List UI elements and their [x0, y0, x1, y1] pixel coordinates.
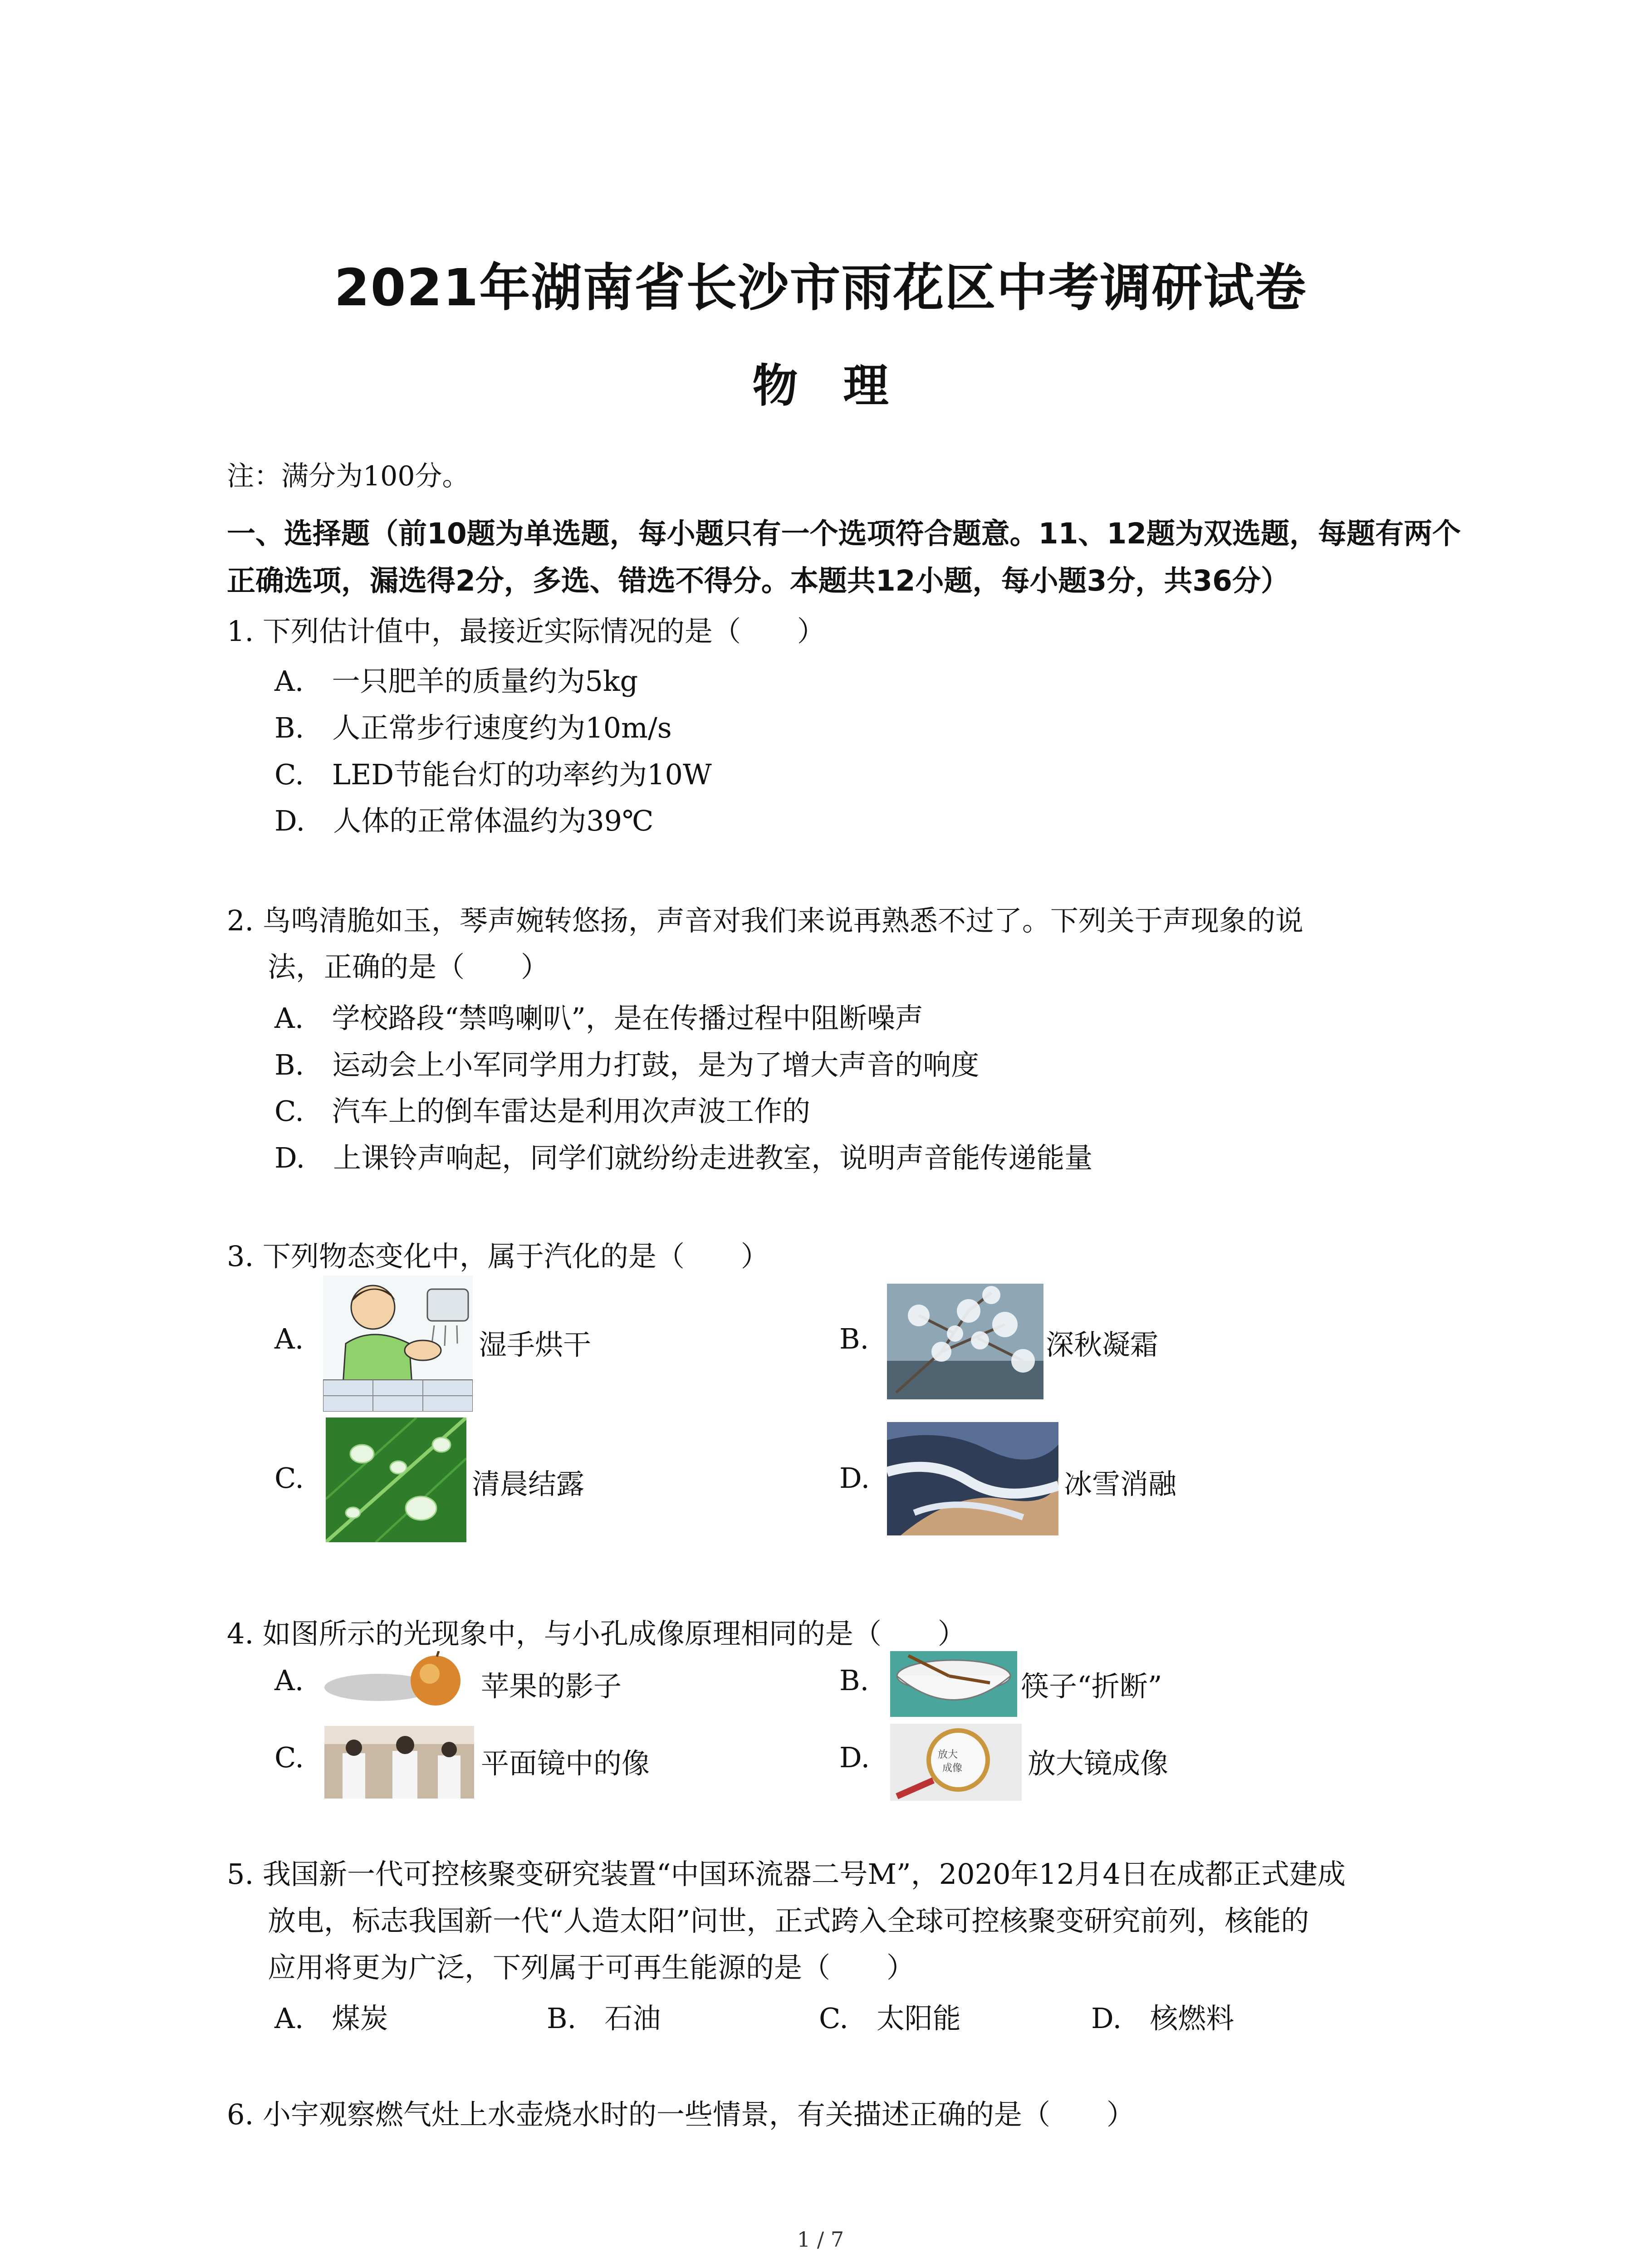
question-1-option-b: B. 人正常步行速度约为10m/s [274, 711, 672, 744]
question-2-option-d: D. 上课铃声响起，同学们就纷纷走进教室，说明声音能传递能量 [274, 1141, 1093, 1174]
svg-text:成像: 成像 [942, 1763, 963, 1774]
question-3-option-b-letter: B. [839, 1322, 869, 1355]
question-4-stem: 4. 如图所示的光现象中，与小孔成像原理相同的是（ ） [227, 1617, 966, 1650]
question-4-option-a-label: 苹果的影子 [481, 1670, 622, 1703]
question-4-option-a-letter: A. [274, 1664, 304, 1697]
question-3-option-b-label: 深秋凝霜 [1046, 1328, 1159, 1361]
frost-branch-image [887, 1284, 1043, 1399]
svg-text:放大: 放大 [938, 1749, 958, 1760]
question-5-option-a: A. 煤炭 [274, 2002, 388, 2035]
question-1-stem: 1. 下列估计值中，最接近实际情况的是（ ） [227, 615, 825, 648]
question-2-option-c: C. 汽车上的倒车雷达是利用次声波工作的 [274, 1095, 810, 1128]
question-3-option-a-label: 湿手烘干 [479, 1328, 592, 1361]
question-5-option-c: C. 太阳能 [819, 2002, 961, 2035]
hand-dryer-image [323, 1276, 473, 1412]
question-1-option-d: D. 人体的正常体温约为39℃ [274, 804, 654, 837]
question-5-option-d: D. 核燃料 [1091, 2002, 1234, 2035]
question-3-option-a-letter: A. [274, 1322, 304, 1355]
question-3-option-c-label: 清晨结露 [472, 1467, 585, 1501]
question-4-option-b-letter: B. [839, 1664, 869, 1697]
question-4-option-d-label: 放大镜成像 [1028, 1747, 1169, 1780]
section-instructions: 一、选择题（前10题为单选题，每小题只有一个选项符合题意。11、12题为双选题，每题有两个正确选项，漏选得2分，多选、错选不得分。本题共12小题，每小题3分，共36分） [227, 517, 1461, 597]
question-2-option-a: A. 学校路段“禁鸣喇叭”，是在传播过程中阻断噪声 [274, 1002, 923, 1035]
question-4-option-d-letter: D. [839, 1741, 870, 1774]
chopstick-bowl-image [890, 1651, 1017, 1717]
question-3-option-d-label: 冰雪消融 [1064, 1467, 1177, 1501]
question-1-option-a: A. 一只肥羊的质量约为5kg [274, 665, 638, 698]
question-3-option-c-letter: C. [274, 1461, 304, 1495]
question-2-option-b: B. 运动会上小军同学用力打鼓，是为了增大声音的响度 [274, 1048, 980, 1081]
question-3-stem: 3. 下列物态变化中，属于汽化的是（ ） [227, 1240, 769, 1273]
magnifier-image [890, 1724, 1022, 1801]
question-6-stem: 6. 小宇观察燃气灶上水壶烧水时的一些情景，有关描述正确的是（ ） [227, 2098, 1135, 2131]
question-1-option-c: C. LED节能台灯的功率约为10W [274, 758, 712, 791]
apple-shadow-image [324, 1651, 474, 1710]
subject-heading: 物 理 [752, 359, 889, 412]
question-3-option-d-letter: D. [839, 1461, 870, 1495]
page-number: 1 / 7 [797, 2227, 844, 2252]
question-5-stem-line1: 5. 我国新一代可控核聚变研究装置“中国环流器二号M”，2020年12月4日在成都正式建成 [227, 1857, 1346, 1891]
question-4-option-b-label: 筷子“折断” [1021, 1670, 1162, 1703]
question-5-option-b: B. 石油 [547, 2002, 661, 2035]
dew-leaf-image [326, 1418, 466, 1542]
exam-title: 2021年湖南省长沙市雨花区中考调研试卷 [334, 259, 1307, 318]
score-note: 注：满分为100分。 [227, 460, 470, 492]
question-2-stem-line2: 法，正确的是（ ） [268, 950, 549, 983]
question-5-stem-line3: 应用将更为广泛，下列属于可再生能源的是（ ） [268, 1951, 915, 1984]
question-4-option-c-label: 平面镜中的像 [481, 1747, 650, 1780]
question-4-option-c-letter: C. [274, 1741, 304, 1774]
question-5-stem-line2: 放电，标志我国新一代“人造太阳”问世，正式跨入全球可控核聚变研究前列，核能的 [268, 1904, 1309, 1937]
mirror-image-photo [324, 1726, 474, 1799]
melting-snow-image [887, 1422, 1058, 1535]
question-2-stem-line1: 2. 鸟鸣清脆如玉，琴声婉转悠扬，声音对我们来说再熟悉不过了。下列关于声现象的说 [227, 904, 1303, 937]
